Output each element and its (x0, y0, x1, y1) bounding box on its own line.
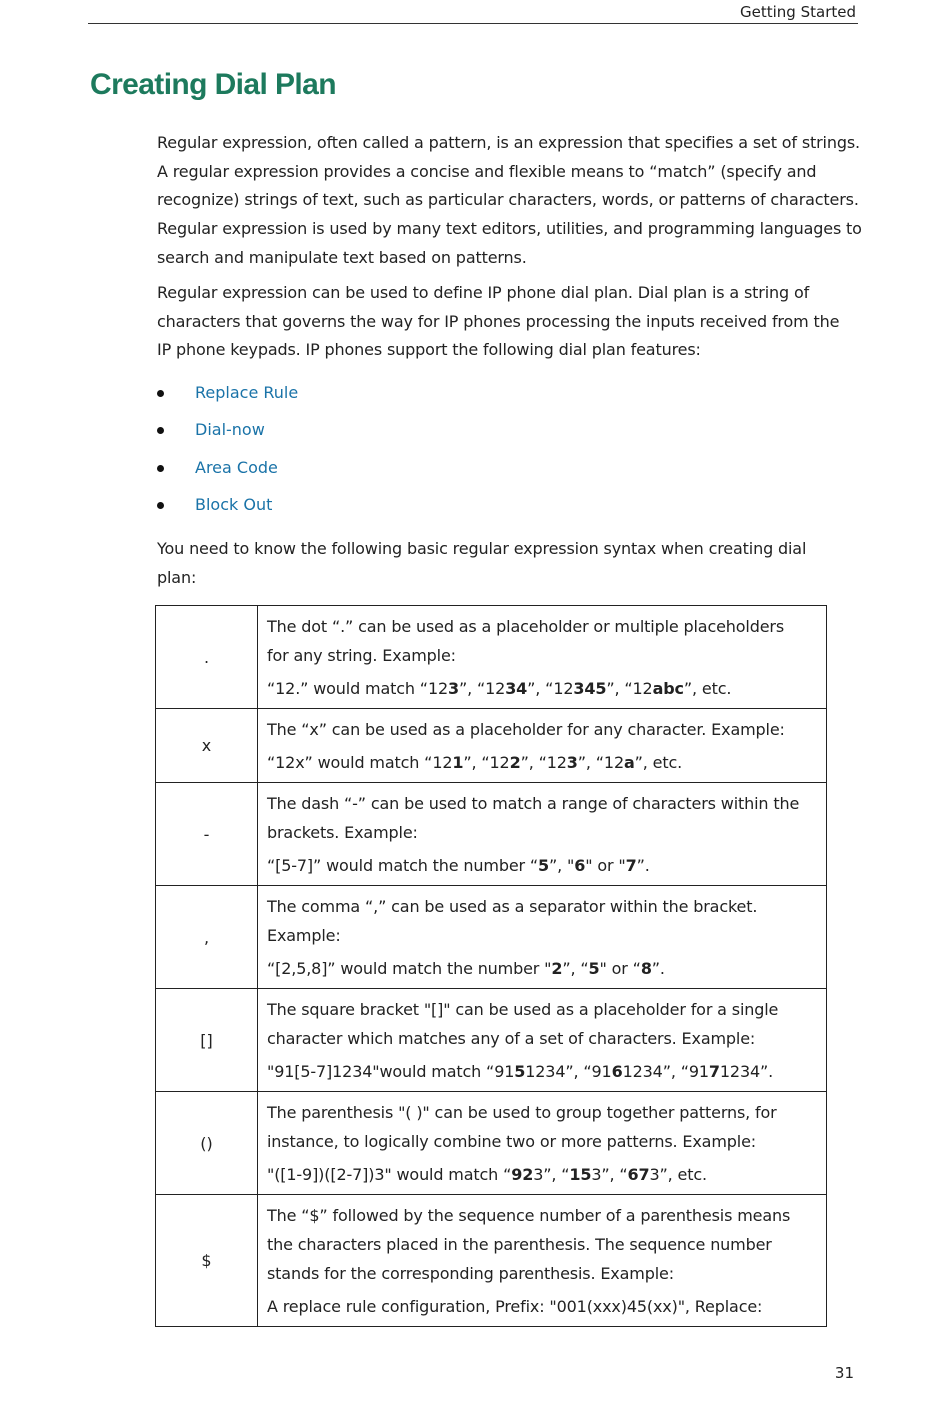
example-text: 1234”, “91 (525, 1062, 612, 1081)
list-item (157, 415, 867, 452)
syntax-row-parenthesis (156, 1092, 827, 1195)
syntax-symbol: x (156, 709, 258, 783)
example-text: ”, etc. (683, 679, 732, 698)
description-line: The parenthesis "( )" can be used to group together patterns, for (267, 1103, 777, 1122)
example-text: A replace rule configuration, Prefix: "001(xxx)45(xx)", Replace: (267, 1297, 763, 1316)
example-text: “12.” would match “12 (267, 679, 448, 698)
example-line (267, 851, 818, 880)
syntax-description (258, 1092, 827, 1195)
syntax-row-dash (156, 783, 827, 886)
syntax-description (258, 886, 827, 989)
example-text: 3”, etc. (649, 1165, 707, 1184)
description-line: instance, to logically combine two or more patterns. Example: (267, 1132, 756, 1151)
text-line: IP phone keypads. IP phones support the following dial plan features: (157, 340, 701, 360)
example-match-bold: 67 (627, 1165, 650, 1184)
example-text: “[5-7]” would match the number “ (267, 856, 539, 875)
syntax-row-dollar (156, 1195, 827, 1327)
text-line: plan: (157, 567, 197, 587)
example-text: " or “ (599, 959, 641, 978)
example-match-bold: 3 (448, 679, 459, 698)
dialplan-paragraph (157, 279, 867, 365)
syntax-description (258, 1195, 827, 1327)
syntax-symbol: . (156, 606, 258, 709)
description-line: the characters placed in the parenthesis. The sequence number (267, 1235, 772, 1254)
replace-rule-link[interactable]: Replace Rule (195, 383, 299, 402)
example-match-bold: 34 (505, 679, 528, 698)
example-match-bold: 92 (511, 1165, 534, 1184)
page-title: Creating Dial Plan (90, 68, 336, 101)
example-text: ”. (651, 959, 665, 978)
example-line (267, 748, 818, 777)
text-line: Regular expression can be used to define IP phone dial plan. Dial plan is a string of (157, 283, 810, 302)
example-text: " or " (585, 856, 626, 875)
example-match-bold: 6 (574, 856, 586, 875)
example-match-bold: 345 (573, 679, 607, 698)
syntax-symbol: () (156, 1092, 258, 1195)
syntax-description (258, 606, 827, 709)
header-divider (88, 23, 858, 24)
description-line: The dot “.” can be used as a placeholder or multiple placeholders (267, 617, 785, 636)
example-match-bold: 5 (538, 856, 550, 875)
example-match-bold: 2 (551, 959, 563, 978)
example-text: 3”, “ (591, 1165, 628, 1184)
example-text: 3”, “ (533, 1165, 570, 1184)
example-text: 1234”, “91 (622, 1062, 709, 1081)
description-line: The “$” followed by the sequence number of a parenthesis means (267, 1206, 791, 1225)
feature-list (157, 378, 867, 528)
list-item (157, 490, 867, 527)
text-line: search and manipulate text based on patterns. (157, 247, 527, 267)
example-text: ”, “12 (520, 753, 567, 772)
example-text: ”. (636, 856, 650, 875)
example-text: ”, “12 (577, 753, 624, 772)
description-line: stands for the corresponding parenthesis. Example: (267, 1264, 674, 1283)
running-header: Getting Started (740, 3, 856, 21)
bullet-icon (157, 502, 164, 509)
example-text: ”, “ (562, 959, 589, 978)
example-match-bold: 5 (514, 1062, 526, 1081)
syntax-description (258, 989, 827, 1092)
example-text: "([1-9])([2-7])3" would match “ (267, 1165, 512, 1184)
example-text: 1234”. (719, 1062, 774, 1081)
text-line: A regular expression provides a concise and flexible means to “match” (specify and (157, 161, 817, 181)
syntax-description (258, 783, 827, 886)
description-line: brackets. Example: (267, 823, 418, 842)
text-line: Regular expression is used by many text editors, utilities, and programming languages to (157, 219, 862, 239)
syntax-intro-paragraph (157, 535, 867, 592)
bullet-icon (157, 465, 164, 472)
description-line: for any string. Example: (267, 646, 456, 665)
text-line: You need to know the following basic regular expression syntax when creating dial (157, 539, 807, 558)
description-line: Example: (267, 926, 341, 945)
example-line (267, 1160, 818, 1189)
syntax-symbol: - (156, 783, 258, 886)
example-match-bold: 8 (640, 959, 652, 978)
block-out-link[interactable]: Block Out (195, 495, 273, 515)
example-text: "91[5-7]1234"would match “91 (267, 1062, 515, 1081)
example-line (267, 1292, 818, 1321)
dial-now-link[interactable]: Dial-now (195, 420, 265, 440)
syntax-table (155, 605, 827, 1327)
list-item (157, 378, 867, 415)
area-code-link[interactable]: Area Code (195, 457, 278, 477)
syntax-row-square-bracket (156, 989, 827, 1092)
example-match-bold: 7 (625, 856, 637, 875)
example-match-bold: 3 (566, 753, 578, 772)
example-text: “12x” would match “12 (267, 753, 453, 772)
example-text: ”, “12 (458, 679, 506, 698)
bullet-icon (157, 390, 164, 397)
example-match-bold: 15 (569, 1165, 592, 1184)
text-line: Regular expression, often called a pattern, is an expression that specifies a set of strings. (157, 133, 860, 152)
list-item (157, 453, 867, 490)
syntax-symbol: $ (156, 1195, 258, 1327)
example-line (267, 674, 818, 703)
example-match-bold: 6 (611, 1062, 623, 1081)
syntax-row-comma (156, 886, 827, 989)
example-line (267, 954, 818, 983)
example-match-bold: 5 (588, 959, 600, 978)
text-line: recognize) strings of text, such as particular characters, words, or patterns of characters. (157, 190, 859, 210)
intro-paragraph (157, 129, 867, 273)
description-line: The dash “-” can be used to match a range of characters within the (267, 794, 800, 813)
description-line: The comma “,” can be used as a separator within the bracket. (267, 897, 758, 916)
example-match-bold: 7 (708, 1062, 720, 1081)
syntax-row-dot (156, 606, 827, 709)
example-match-bold: 1 (452, 753, 464, 772)
description-line: character which matches any of a set of characters. Example: (267, 1029, 756, 1048)
page-number: 31 (834, 1364, 854, 1382)
example-match-bold: 2 (509, 753, 521, 772)
example-match-bold: a (624, 753, 635, 772)
example-text: ”, " (549, 856, 575, 875)
syntax-symbol: , (156, 886, 258, 989)
text-line: characters that governs the way for IP phones processing the inputs received from the (157, 311, 840, 331)
syntax-description (258, 709, 827, 783)
example-text: ”, “12 (527, 679, 574, 698)
example-text: ”, “12 (463, 753, 510, 772)
example-match-bold: abc (652, 679, 684, 698)
bullet-icon (157, 427, 164, 434)
description-line: The “x” can be used as a placeholder for any character. Example: (267, 720, 785, 739)
description-line: The square bracket "[]" can be used as a placeholder for a single (267, 1000, 779, 1019)
example-line (267, 1057, 818, 1086)
example-text: ”, etc. (634, 753, 683, 772)
example-text: “[2,5,8]” would match the number " (267, 959, 552, 978)
syntax-symbol: [] (156, 989, 258, 1092)
example-text: ”, “12 (606, 679, 653, 698)
syntax-row-x (156, 709, 827, 783)
